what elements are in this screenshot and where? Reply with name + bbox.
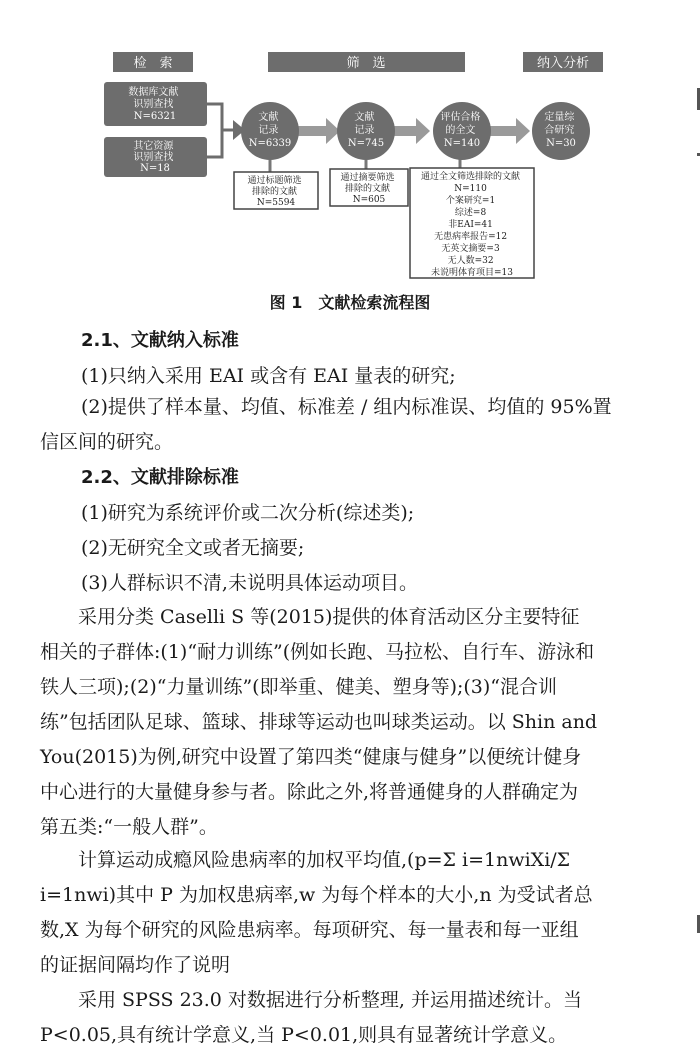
source-box-database-text: 数据库文献 识别查找 N=6321: [128, 87, 179, 122]
paragraph-line: 铁人三项);(2)“力量训练”(即举重、健美、塑身等);(3)“混合训: [40, 676, 558, 698]
exclusion-criterion-3: (3)人群标识不清,未说明具体运动项目。: [81, 572, 418, 594]
exclusion-criterion-1: (1)研究为系统评价或二次分析(综述类);: [81, 502, 415, 524]
paragraph-classification: [40, 600, 672, 845]
paragraph-statistics: [40, 983, 672, 1053]
stage-header-screen-label: 筛 选: [346, 56, 386, 71]
paragraph-line: 中心进行的大量健身参与者。除此之外,将普通健身的人群确定为: [40, 781, 579, 803]
inclusion-criterion-2: [40, 390, 672, 460]
literature-search-flowchart: [0, 0, 700, 285]
exclusion-box-fulltext-text: 通过全文筛选排除的文献 N=110 个案研究=1 综述=8 非EAI=41 无患病率报告=12 无英文摘要=3 无人数=32 未说明体育项目=13: [421, 172, 521, 278]
source-connector: [207, 104, 233, 157]
arrow-head-3: [516, 118, 530, 144]
arrow-shaft-1: [296, 126, 326, 136]
exclusion-box-title-text: 通过标题筛选 排除的文献 N=5594: [247, 176, 302, 208]
inclusion-criterion-1: (1)只纳入采用 EAI 或含有 EAI 量表的研究;: [81, 365, 456, 387]
arrow-head-2: [416, 118, 430, 144]
paragraph-line: 采用 SPSS 23.0 对数据进行分析整理, 并运用描述统计。当: [40, 989, 583, 1011]
paragraph-line: P<0.05,具有统计学意义,当 P<0.01,则具有显著统计学意义。: [40, 1024, 568, 1046]
stage-header-search-label: 检 索: [133, 56, 173, 71]
arrow-shaft-2: [392, 126, 416, 136]
exclusion-box-abstract-text: 通过摘要筛选 排除的文献 N=605: [340, 173, 395, 205]
paragraph-line: 采用分类 Caselli S 等(2015)提供的体育活动区分主要特征: [40, 606, 580, 628]
figure-caption: 图 1 文献检索流程图: [269, 293, 431, 312]
arrow-shaft-3: [490, 126, 516, 136]
paragraph-weighted-prevalence: [40, 843, 672, 983]
paragraph-line: i=1nwi)其中 P 为加权患病率,w 为每个样本的大小,n 为受试者总: [40, 884, 593, 906]
source-box-other-text: 其它资源 识别查找 N=18: [133, 141, 174, 174]
paragraph-line: 相关的子群体:(1)“耐力训练”(例如长跑、马拉松、自行车、游泳和: [40, 641, 595, 663]
paragraph-line: 数,X 为每个研究的风险患病率。每项研究、每一量表和每一亚组: [40, 919, 579, 941]
stage-header-include-label: 纳入分析: [536, 56, 590, 71]
paragraph-line: You(2015)为例,研究中设置了第四类“健康与健身”以便统计健身: [40, 746, 582, 768]
exclusion-criterion-2: (2)无研究全文或者无摘要;: [81, 537, 305, 559]
paragraph-line: 计算运动成瘾风险患病率的加权平均值,(p=Σ i=1nwiXi/Σ: [40, 849, 571, 871]
paragraph-line: 的证据间隔均作了说明: [40, 954, 231, 976]
inclusion-criterion-2-line-2: 信区间的研究。: [40, 431, 174, 453]
inclusion-criterion-2-line-1: (2)提供了样本量、均值、标准差 / 组内标准误、均值的 95%置: [81, 396, 612, 418]
records-node-1-text: 文献 记录 N=6339: [248, 112, 292, 149]
paragraph-line: 练”包括团队足球、篮球、排球等运动也叫球类运动。以 Shin and: [40, 711, 598, 733]
records-node-3-text: 评估合格 的全文 N=140: [440, 112, 481, 149]
paragraph-line: 第五类:“一般人群”。: [40, 816, 218, 838]
section-2-1-heading: 2.1、文献纳入标准: [81, 330, 239, 351]
records-node-2-text: 文献 记录 N=745: [347, 112, 385, 149]
section-2-2-heading: 2.2、文献排除标准: [81, 467, 239, 488]
records-node-4-text: 定量综 合研究 N=30: [544, 112, 576, 149]
